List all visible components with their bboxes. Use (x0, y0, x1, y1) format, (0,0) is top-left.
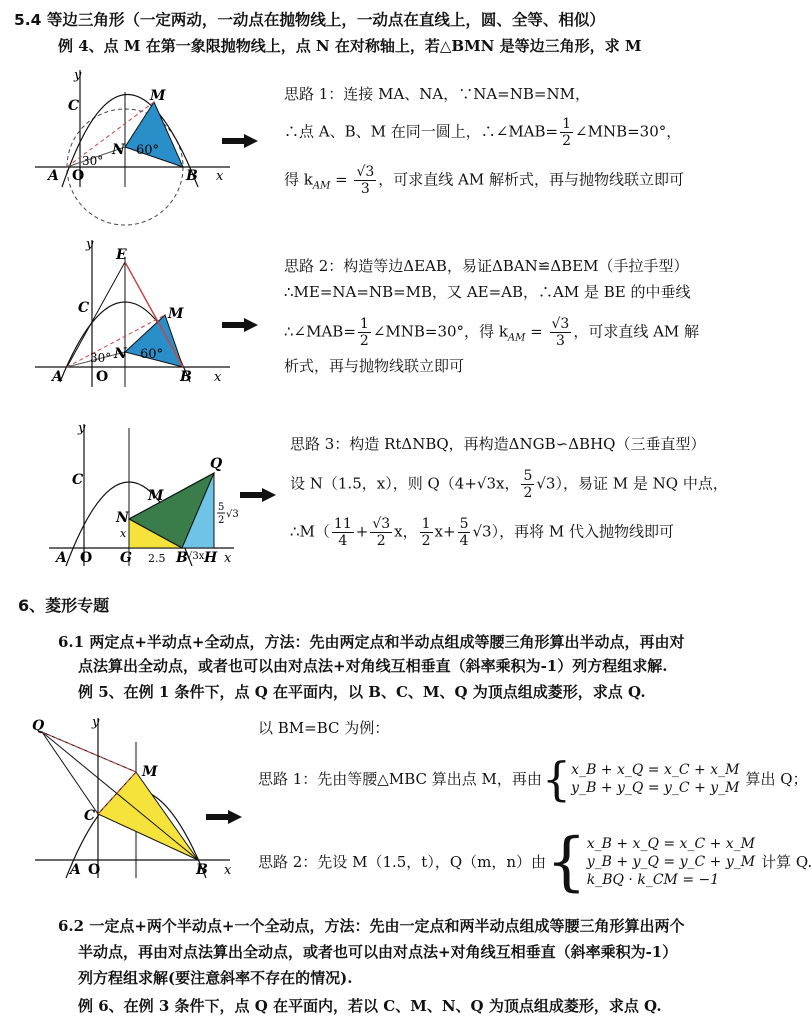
label-2-5: 2.5 (148, 552, 166, 565)
equation-system-1: x_B + x_Q = x_C + x_M y_B + y_Q = y_C + y_M (571, 762, 740, 796)
label-b: B (176, 550, 188, 566)
label-a: A (70, 862, 81, 878)
arrow-right-icon (222, 134, 258, 148)
label-60: 60° (136, 143, 160, 158)
label-g: G (120, 550, 132, 566)
example-5-text: 例 5、在例 1 条件下，点 Q 在平面内，以 B、C、M、Q 为顶点组成菱形，求点 Q. (78, 683, 646, 701)
triangle-cmb (98, 772, 198, 860)
fraction-half: $\frac{1}{2}$ (562, 116, 572, 149)
label-y: y (74, 68, 82, 83)
example-5-idea2: 思路 2：先设 M（1.5，t），Q（m，n）由{ x_B + x_Q = x_C + x_M y_B + y_Q = y_C + y_M k_BQ · k_CM = −1 计算 Q. (258, 825, 812, 899)
figure-2-diagram (30, 232, 240, 392)
fraction-1-2: $\frac{1}{2}$ (421, 516, 431, 549)
arrow-right-icon (222, 318, 258, 332)
idea3-line2: 设 N（1.5，x），则 Q（4+√3x， $\frac{5}{2}$ √3），易证 M 是 NQ 中点， (290, 468, 728, 501)
label-5: 5 (218, 502, 225, 513)
label-c: C (68, 98, 80, 114)
idea1-line3: 得 $k_{AM}$ = $\frac{√3}{3}$ ，可求直线 AM 解析式，再与抛物线联立即可 (284, 164, 684, 197)
label-c: C (78, 300, 90, 316)
section-6-2-line2: 半动点，再由对点法算出全动点，或者也可以由对点法+对角线互相垂直（斜率乘积为-1） (78, 943, 678, 961)
label-60: 60° (140, 347, 164, 362)
label-b: B (196, 862, 208, 878)
label-o: O (96, 369, 109, 385)
label-a: A (52, 369, 63, 385)
idea3-line1: 思路 3：构造 RtΔNBQ，再构造ΔNGB∽ΔBHQ（三垂直型） (290, 435, 706, 453)
figure-3-diagram (44, 418, 244, 568)
label-sqrt3x: √3x (186, 551, 205, 562)
label-c: C (72, 472, 84, 488)
label-m: M (148, 488, 164, 504)
arrow-right-icon (206, 810, 242, 824)
label-30: 30° (90, 351, 112, 365)
fraction-5-2: $\frac{5}{2}$ (523, 468, 533, 501)
label-c: C (84, 808, 96, 824)
label-n: N (114, 346, 127, 362)
arrow-right-icon (240, 488, 276, 502)
line-qb (42, 732, 198, 860)
example-4-text: 例 4、点 M 在第一象限抛物线上，点 N 在对称轴上，若△BMN 是等边三角形，求 M (58, 37, 642, 55)
label-x: x (216, 169, 224, 184)
example-5-idea1: 思路 1：先由等腰△MBC 算出点 M，再由{ x_B + x_Q = x_C + x_M y_B + y_Q = y_C + y_M 算出 Q； (258, 752, 808, 806)
fraction-sqrt3-2: $\frac{√3}{2}$ (372, 516, 391, 549)
section-6-title: 6、菱形专题 (18, 596, 110, 615)
label-x: x (224, 863, 232, 878)
label-m: M (168, 306, 184, 322)
brace: { (546, 825, 587, 899)
label-o: O (80, 550, 93, 566)
fraction-5-4: $\frac{5}{4}$ (459, 516, 469, 549)
fraction-sqrt3-3: $\frac{√3}{3}$ (551, 316, 570, 349)
label-y: y (78, 421, 86, 436)
idea2-line1: 思路 2：构造等边ΔEAB，易证ΔBAN≌ΔBEM（手拉手型） (284, 257, 689, 275)
label-y: y (92, 715, 100, 730)
figure-4-diagram (30, 712, 240, 882)
label-n: N (116, 510, 129, 526)
section-5-4-title: 5.4 等边三角形（一定两动，一动点在抛物线上，一动点在直线上，圆、全等、相似） (14, 11, 605, 29)
label-a: A (56, 550, 67, 566)
equation-system-2: x_B + x_Q = x_C + x_M y_B + y_Q = y_C + y_M k_BQ · k_CM = −1 (586, 836, 756, 888)
label-b: B (186, 168, 198, 184)
fraction-half: $\frac{1}{2}$ (359, 316, 369, 349)
idea1-line2: ∴点 A、B、M 在同一圆上，∴∠MAB= $\frac{1}{2}$ ∠MNB=30°， (284, 116, 682, 149)
idea2-line3: ∴∠MAB= $\frac{1}{2}$ ∠MNB=30°，得 $k_{AM}$ = $\frac{√3}{3}$ ，可求直线 AM 解 (284, 316, 700, 349)
label-n: N (112, 142, 125, 158)
fraction-11-4: $\frac{11}{4}$ (333, 516, 352, 549)
brace: { (541, 752, 572, 806)
label-q: Q (210, 456, 223, 472)
label-o: O (72, 168, 85, 184)
example-6-text: 例 6、在例 3 条件下，点 Q 在平面内，若以 C、M、N、Q 为顶点组成菱形，求点 Q. (78, 997, 662, 1015)
idea1-line1: 思路 1：连接 MA、NA，∵NA=NB=NM， (284, 85, 590, 103)
label-x: x (224, 551, 232, 566)
label-a: A (48, 168, 59, 184)
label-y: y (86, 237, 94, 252)
fraction-sqrt3-3: $\frac{√3}{3}$ (356, 164, 375, 197)
label-m: M (142, 764, 158, 780)
example-5-take: 以 BM=BC 为例： (258, 719, 390, 737)
label-30: 30° (82, 154, 104, 168)
section-6-2-line1: 6.2 一定点+两个半动点+一个全动点，方法：先由一定点和两半动点组成等腰三角形算出两个 (58, 917, 685, 935)
idea2-line4: 析式，再与抛物线联立即可 (284, 357, 465, 375)
label-x-length: x (120, 527, 127, 540)
idea2-line2: ∴ME=NA=NB=MB，又 AE=AB，∴AM 是 BE 的中垂线 (284, 283, 691, 301)
label-e: E (116, 247, 127, 263)
figure-1-diagram (30, 62, 240, 192)
label-x: x (214, 370, 222, 385)
label-q: Q (32, 718, 45, 734)
section-6-2-line3: 列方程组求解(要注意斜率不存在的情况). (78, 969, 353, 987)
idea3-line3: ∴M（ $\frac{11}{4}$ + $\frac{√3}{2}$ x， $\frac{1}{2}$ x+ $\frac{5}{4}$ √3），再将 M 代入抛物线即可 (290, 516, 674, 549)
label-o: O (88, 862, 101, 878)
section-6-1-line2: 点法算出全动点，或者也可以由对点法+对角线互相垂直（斜率乘积为-1）列方程组求解. (78, 657, 668, 675)
section-6-1-line1: 6.1 两定点+半动点+全动点，方法：先由两定点和半动点组成等腰三角形算出半动点，再由对 (58, 633, 685, 651)
label-b: B (180, 369, 192, 385)
label-sqrt3: √3 (226, 509, 239, 520)
label-h: H (204, 550, 218, 566)
label-m: M (150, 88, 166, 104)
label-2: 2 (218, 515, 225, 526)
